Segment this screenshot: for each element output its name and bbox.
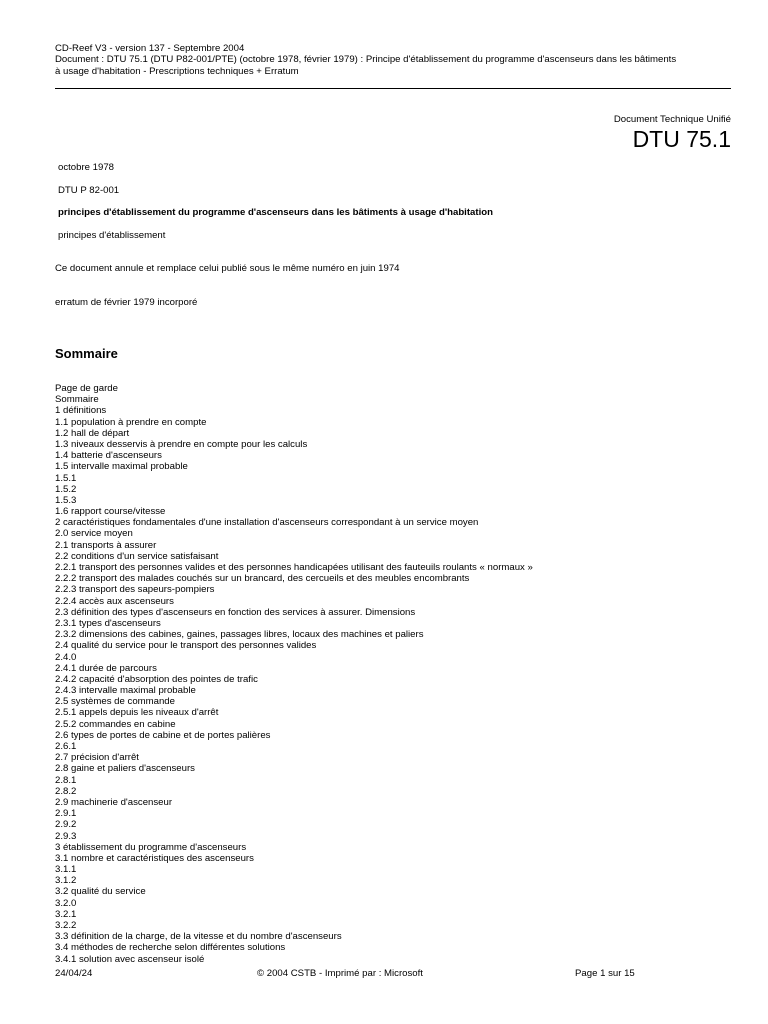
toc-item[interactable]: 1.5.1 bbox=[55, 472, 77, 484]
toc-item[interactable]: 2.8.2 bbox=[55, 785, 77, 797]
toc-item[interactable]: 2 caractéristiques fondamentales d'une installation d'ascenseurs correspondant à un service moyen bbox=[55, 517, 479, 529]
toc-item[interactable]: 2.9.3 bbox=[55, 830, 77, 842]
toc-item[interactable]: 2.4.2 capacité d'absorption des pointes de trafic bbox=[55, 673, 258, 685]
toc-title: Sommaire bbox=[55, 346, 118, 361]
toc-item[interactable]: 3.1.1 bbox=[55, 864, 77, 876]
toc-item[interactable]: 2.2 conditions d'un service satisfaisant bbox=[55, 550, 219, 562]
toc-item[interactable]: 3.2.2 bbox=[55, 920, 77, 931]
toc-item[interactable]: 1.5.2 bbox=[55, 483, 77, 495]
toc-item[interactable]: 2.5.1 appels depuis les niveaux d'arrêt bbox=[55, 707, 219, 719]
toc-item[interactable]: 2.1 transports à assurer bbox=[55, 539, 157, 551]
toc-item[interactable]: 2.3.2 dimensions des cabines, gaines, passages libres, locaux des machines et paliers bbox=[55, 629, 424, 641]
toc-item[interactable]: 1.6 rapport course/vitesse bbox=[55, 506, 166, 518]
replaces-note: Ce document annule et remplace celui publié sous le même numéro en juin 1974 bbox=[55, 263, 400, 274]
toc-item[interactable]: 2.2.2 transport des malades couchés sur un brancard, des cercueils et des meubles encombrants bbox=[55, 573, 470, 585]
toc-list bbox=[55, 383, 533, 965]
page-header bbox=[55, 43, 735, 77]
toc-item[interactable]: 3.4 méthodes de recherche selon différentes solutions bbox=[55, 942, 286, 954]
toc-item[interactable]: 2.6 types de portes de cabine et de portes palières bbox=[55, 729, 271, 741]
footer-page-number: Page 1 sur 15 bbox=[575, 968, 635, 979]
header-line-3: à usage d'habitation - Prescriptions techniques + Erratum bbox=[55, 65, 299, 77]
toc-item[interactable]: 2.7 précision d'arrêt bbox=[55, 752, 139, 764]
document-subtitle: principes d'établissement bbox=[58, 230, 166, 241]
toc-item[interactable]: 2.4.0 bbox=[55, 651, 77, 663]
toc-item[interactable]: 2.5.2 commandes en cabine bbox=[55, 718, 176, 730]
toc-item[interactable]: 2.9.1 bbox=[55, 808, 77, 820]
toc-item[interactable]: 2.9 machinerie d'ascenseur bbox=[55, 796, 173, 808]
toc-item[interactable]: 2.2.3 transport des sapeurs-pompiers bbox=[55, 584, 215, 596]
toc-item[interactable]: 2.8.1 bbox=[55, 774, 77, 786]
toc-item[interactable]: 1.4 batterie d'ascenseurs bbox=[55, 450, 162, 462]
toc-item[interactable]: 2.5 systèmes de commande bbox=[55, 696, 175, 708]
header-line-1: CD-Reef V3 - version 137 - Septembre 2004 bbox=[55, 43, 245, 54]
toc-item[interactable]: 3.4.1 solution avec ascenseur isolé bbox=[55, 953, 205, 965]
toc-item[interactable]: 1.1 population à prendre en compte bbox=[55, 416, 207, 428]
document-date: octobre 1978 bbox=[58, 162, 115, 173]
toc-item[interactable]: 1.5 intervalle maximal probable bbox=[55, 461, 188, 473]
toc-item[interactable]: 3.3 définition de la charge, de la vitesse et du nombre d'ascenseurs bbox=[55, 931, 342, 943]
toc-item[interactable]: 3.2.1 bbox=[55, 908, 77, 920]
toc-item[interactable]: 1 définitions bbox=[55, 405, 107, 417]
document-title: principes d'établissement du programme d'ascenseurs dans les bâtiments à usage d'habitation bbox=[58, 207, 493, 218]
toc-item[interactable]: 1.5.3 bbox=[55, 494, 77, 506]
header-divider bbox=[55, 88, 731, 89]
toc-item[interactable]: 2.3.1 types d'ascenseurs bbox=[55, 617, 161, 629]
document-type: Document Technique Unifié bbox=[613, 114, 731, 125]
toc-item[interactable]: 2.2.1 transport des personnes valides et des personnes handicapées utilisant des fauteuils roulants « normaux » bbox=[55, 562, 533, 573]
toc-item[interactable]: 3.2 qualité du service bbox=[55, 886, 146, 898]
erratum-note: erratum de février 1979 incorporé bbox=[55, 297, 198, 308]
footer-date: 24/04/24 bbox=[55, 968, 93, 979]
toc-item[interactable]: 2.4.3 intervalle maximal probable bbox=[55, 685, 196, 697]
toc-item[interactable]: 2.8 gaine et paliers d'ascenseurs bbox=[55, 763, 195, 775]
toc-item[interactable]: 2.2.4 accès aux ascenseurs bbox=[55, 595, 174, 607]
toc-item[interactable]: 2.6.1 bbox=[55, 741, 77, 752]
toc-item[interactable]: 2.4 qualité du service pour le transport des personnes valides bbox=[55, 640, 317, 652]
toc-item[interactable]: 2.3 définition des types d'ascenseurs en fonction des services à assurer. Dimensions bbox=[55, 606, 416, 618]
toc-item[interactable]: 3.1 nombre et caractéristiques des ascenseurs bbox=[55, 852, 254, 864]
toc-item[interactable]: 3 établissement du programme d'ascenseurs bbox=[55, 841, 247, 853]
toc-item[interactable]: 3.2.0 bbox=[55, 897, 77, 909]
toc-item[interactable]: 2.0 service moyen bbox=[55, 528, 133, 540]
toc-item[interactable]: 2.4.1 durée de parcours bbox=[55, 662, 157, 674]
footer-copyright: © 2004 CSTB - Imprimé par : Microsoft bbox=[257, 968, 423, 979]
toc-item[interactable]: Sommaire bbox=[55, 394, 99, 406]
toc-item[interactable]: 3.1.2 bbox=[55, 875, 77, 887]
toc-item[interactable]: 1.3 niveaux desservis à prendre en compte pour les calculs bbox=[55, 438, 308, 450]
toc-item[interactable]: Page de garde bbox=[55, 383, 118, 394]
header-line-2: Document : DTU 75.1 (DTU P82-001/PTE) (octobre 1978, février 1979) : Principe d'établissement du programme d'ascenseurs dans les bâtiments bbox=[55, 54, 677, 66]
document-code: DTU 75.1 bbox=[632, 126, 731, 152]
document-reference: DTU P 82-001 bbox=[58, 185, 120, 196]
toc-item[interactable]: 2.9.2 bbox=[55, 819, 77, 831]
toc-item[interactable]: 1.2 hall de départ bbox=[55, 427, 130, 439]
